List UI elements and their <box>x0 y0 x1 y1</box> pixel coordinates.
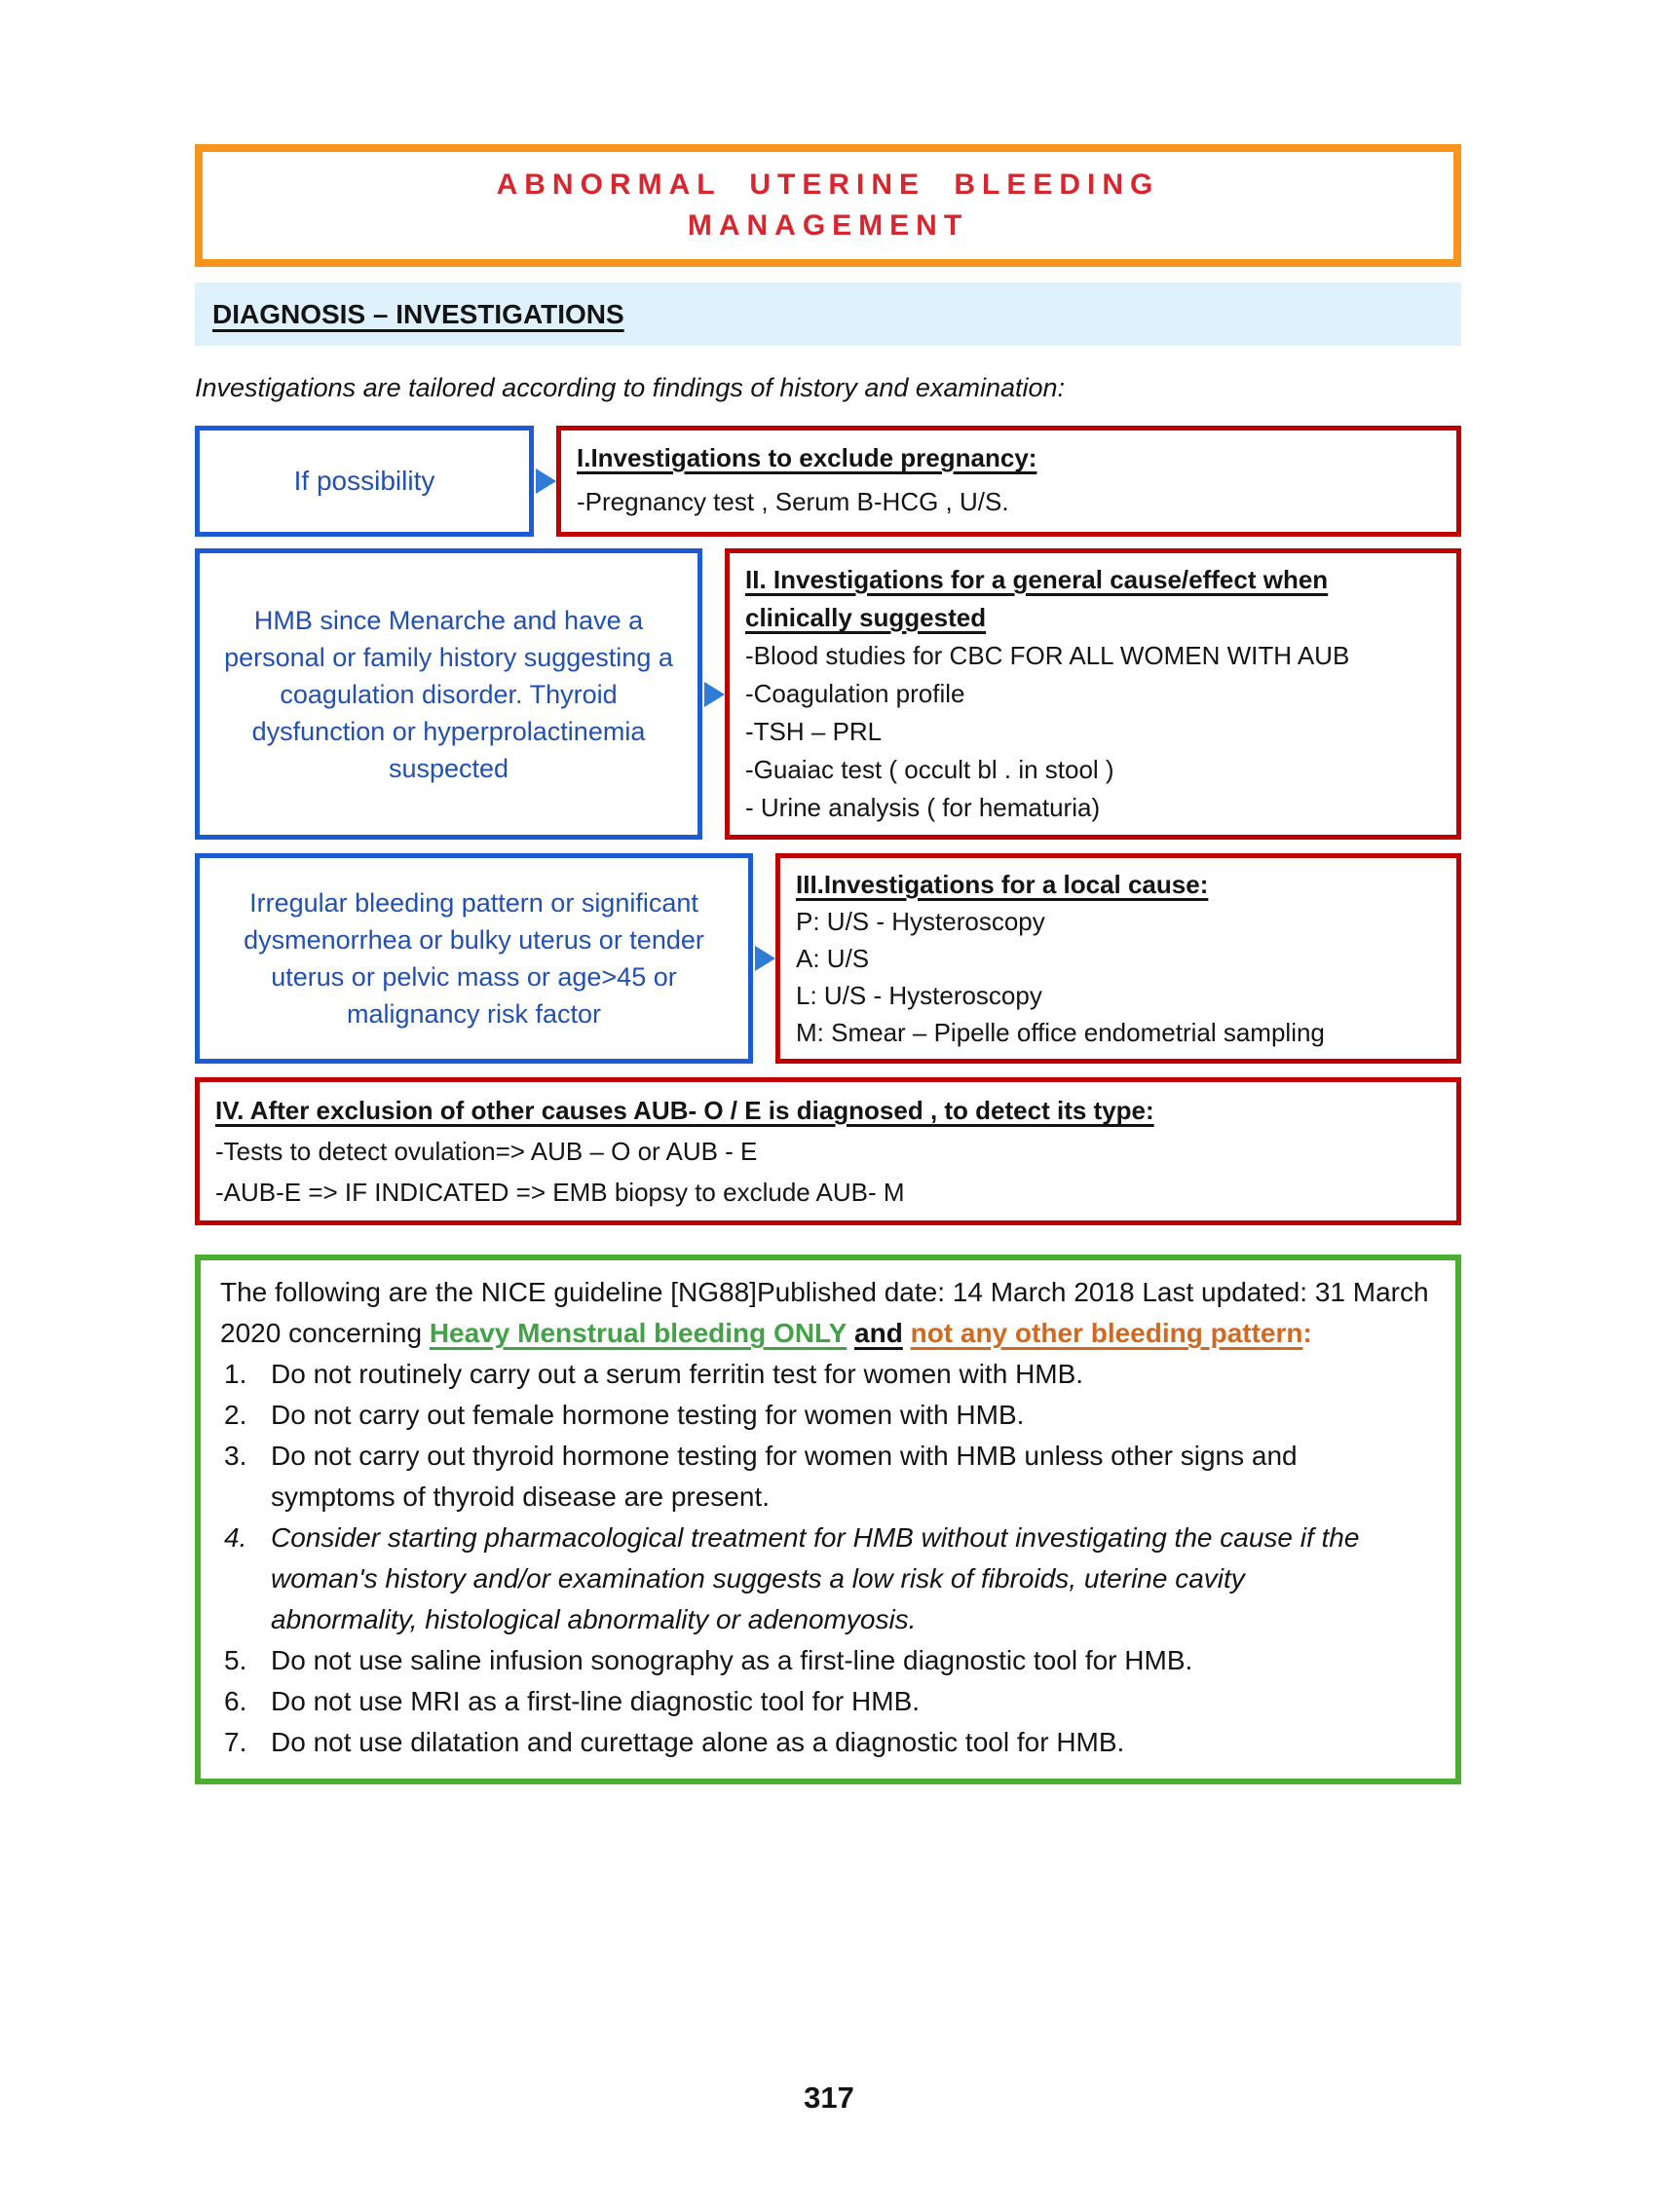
page-content <box>195 144 1461 1784</box>
investigations-heading: II. Investigations for a general cause/effect when clinically suggested <box>745 565 1329 632</box>
title-line-2: MANAGEMENT <box>687 209 969 242</box>
investigations-box-local-cause <box>775 853 1461 1064</box>
item-number: 5. <box>224 1645 247 1675</box>
investigation-line: -Tests to detect ovulation=> AUB – O or AUB - E <box>215 1137 758 1166</box>
item-number: 4. <box>224 1522 247 1553</box>
condition-text: HMB since Menarche and have a personal or family history suggesting a coagulation disorder. Thyroid dysfunction or hyperprolactinemia suspected <box>224 605 673 783</box>
flow-arrow-icon <box>704 682 725 707</box>
investigation-line: -TSH – PRL <box>745 717 883 746</box>
investigation-line: - Urine analysis ( for hematuria) <box>745 793 1101 822</box>
flow-arrow-icon <box>755 946 775 971</box>
item-text: Consider starting pharmacological treatment for HMB without investigating the cause if the woman's history and/or examination suggests a low risk of fibroids, uterine cavity abnormality, histological abnormality or adenomyosis. <box>271 1522 1360 1634</box>
arrow-column <box>753 853 775 1064</box>
investigations-heading: III.Investigations for a local cause: <box>796 870 1209 899</box>
item-text: Do not use saline infusion sonography as a first-line diagnostic tool for HMB. <box>271 1645 1193 1675</box>
investigation-line: -AUB-E => IF INDICATED => EMB biopsy to exclude AUB- M <box>215 1178 905 1207</box>
nice-item-7 <box>220 1722 1436 1763</box>
title-box <box>195 144 1461 267</box>
investigation-line: A: U/S <box>796 944 870 973</box>
section-heading-band <box>195 282 1461 346</box>
condition-text: If possibility <box>293 466 435 496</box>
nice-intro-text: The following are the NICE guideline [NG88]Published date: 14 March 2018 Last updated: 31 March 2020 concerning <box>220 1277 1429 1348</box>
investigation-line: -Pregnancy test , Serum B-HCG , U/S. <box>577 487 1009 516</box>
item-text: Do not carry out thyroid hormone testing for women with HMB unless other signs and symptoms of thyroid disease are present. <box>271 1441 1298 1512</box>
nice-item-1 <box>220 1354 1436 1395</box>
nice-intro <box>220 1272 1436 1354</box>
investigations-box-aub-type <box>195 1077 1461 1225</box>
nice-guideline-box <box>195 1255 1461 1784</box>
item-text: Do not use MRI as a first-line diagnostic tool for HMB. <box>271 1686 921 1716</box>
condition-box-if-possibility <box>195 426 534 537</box>
nice-item-3 <box>220 1436 1436 1518</box>
investigations-heading: I.Investigations to exclude pregnancy: <box>577 443 1037 472</box>
nice-orange-highlight: not any other bleeding pattern <box>910 1318 1303 1348</box>
item-number: 3. <box>224 1441 247 1471</box>
investigation-line: L: U/S - Hysteroscopy <box>796 981 1042 1010</box>
condition-box-irregular-bleeding <box>195 853 753 1064</box>
nice-item-5 <box>220 1640 1436 1681</box>
intro-text: Investigations are tailored according to findings of history and examination: <box>195 373 1066 402</box>
investigations-box-general-cause <box>725 548 1461 840</box>
item-number: 1. <box>224 1359 247 1389</box>
flow-row-local-cause <box>195 853 1461 1064</box>
spacer <box>847 1318 854 1348</box>
nice-and-highlight: and <box>854 1318 903 1348</box>
investigation-line: P: U/S - Hysteroscopy <box>796 907 1045 936</box>
nice-item-4 <box>220 1518 1436 1640</box>
condition-text: Irregular bleeding pattern or significant dysmenorrhea or bulky uterus or tender uterus or pelvic mass or age>45 or malignancy risk factor <box>244 888 704 1029</box>
investigation-line: -Blood studies for CBC FOR ALL WOMEN WITH AUB <box>745 641 1350 670</box>
item-number: 7. <box>224 1727 247 1757</box>
nice-item-2 <box>220 1395 1436 1436</box>
spacer <box>903 1318 911 1348</box>
item-number: 6. <box>224 1686 247 1716</box>
item-text: Do not routinely carry out a serum ferritin test for women with HMB. <box>271 1359 1084 1389</box>
item-number: 2. <box>224 1400 247 1430</box>
investigation-line: M: Smear – Pipelle office endometrial sampling <box>796 1018 1325 1047</box>
item-text: Do not carry out female hormone testing for women with HMB. <box>271 1400 1025 1430</box>
flow-arrow-icon <box>536 469 556 494</box>
nice-green-highlight: Heavy Menstrual bleeding ONLY <box>429 1318 848 1348</box>
page-number: 317 <box>804 2081 854 2115</box>
condition-box-coagulation-thyroid <box>195 548 702 840</box>
arrow-column <box>534 426 556 537</box>
investigations-box-pregnancy <box>556 426 1461 537</box>
flow-row-general-cause <box>195 548 1461 840</box>
nice-item-6 <box>220 1681 1436 1722</box>
title-line-1: ABNORMAL UTERINE BLEEDING <box>496 169 1160 201</box>
item-text: Do not use dilatation and curettage alone as a diagnostic tool for HMB. <box>271 1727 1125 1757</box>
investigation-line: -Guaiac test ( occult bl . in stool ) <box>745 755 1114 784</box>
arrow-column <box>702 548 725 840</box>
investigation-line: -Coagulation profile <box>745 679 965 708</box>
investigations-heading: IV. After exclusion of other causes AUB- O / E is diagnosed , to detect its type: <box>215 1096 1154 1125</box>
section-heading: DIAGNOSIS – INVESTIGATIONS <box>212 298 624 329</box>
nice-colon: : <box>1302 1318 1312 1348</box>
flow-row-pregnancy <box>195 426 1461 537</box>
